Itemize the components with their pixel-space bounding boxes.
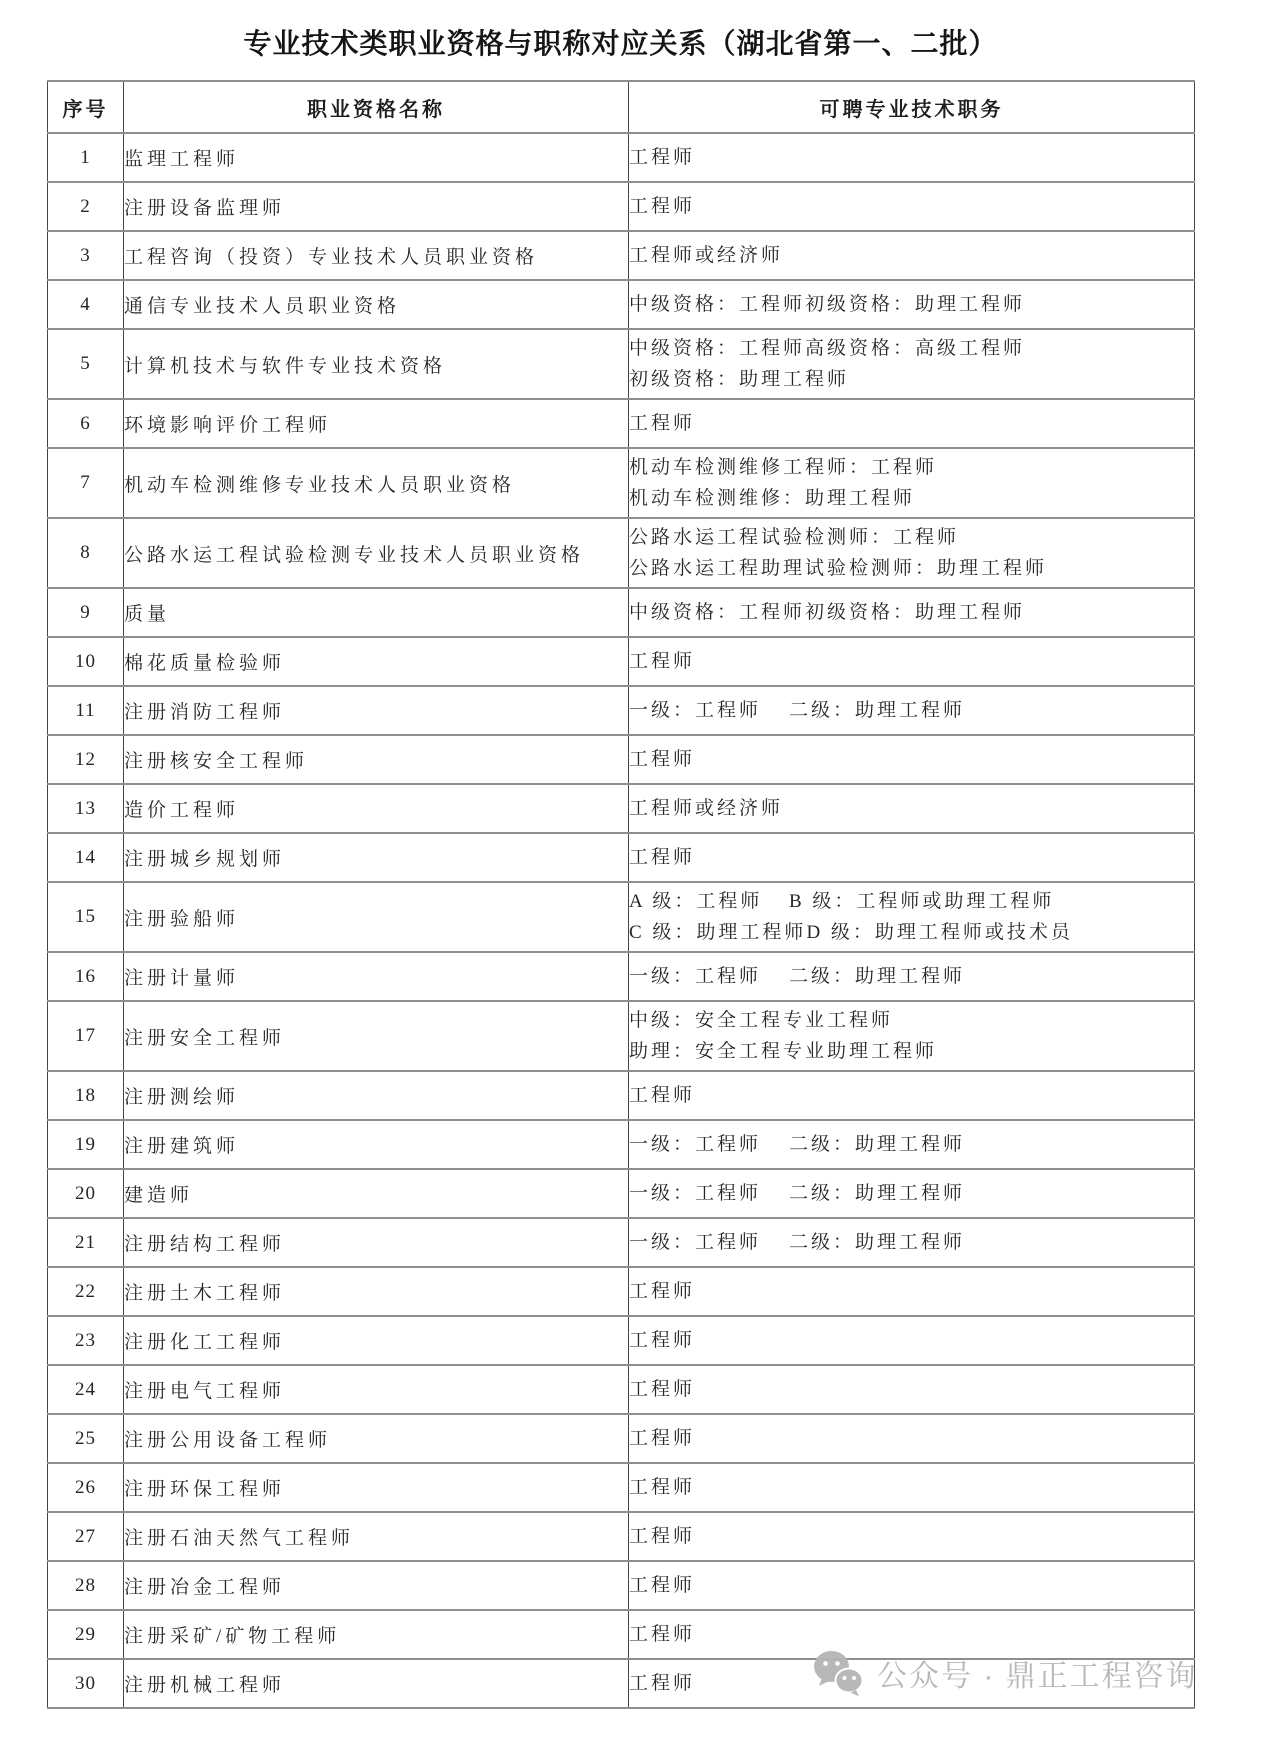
row-number-cell: 27 [48,1512,124,1561]
position-text: 二级：助理工程师 [789,1232,966,1253]
qualification-name-cell: 造价工程师 [124,784,629,833]
position-text: 二级：助理工程师 [789,700,966,721]
position-cell [629,182,1195,231]
row-number-cell: 23 [48,1316,124,1365]
position-line [629,1325,1194,1356]
position-cell [629,1218,1195,1267]
qualification-name-cell: 环境影响评价工程师 [124,399,629,448]
position-text: 工程师 [629,413,696,434]
row-number-cell: 11 [48,686,124,735]
watermark-text: 公众号 · 鼎正工程咨询 [877,1660,1198,1693]
position-line [629,793,1194,824]
position-line [629,597,1194,628]
qualification-name-cell: 计算机技术与软件专业技术资格 [124,329,629,399]
qualification-name-cell: 注册环保工程师 [124,1463,629,1512]
table-row [48,1001,1195,1071]
qualification-name-cell: 注册公用设备工程师 [124,1414,629,1463]
position-text: 初级资格：助理工程师 [805,602,1026,623]
table-row [48,1267,1195,1316]
position-text: 工程师 [629,196,696,217]
position-line [629,1005,1194,1036]
qualification-name-cell: 注册冶金工程师 [124,1561,629,1610]
qualification-name-cell: 注册测绘师 [124,1071,629,1120]
position-line [629,1521,1194,1552]
position-text: 助理：安全工程专业助理工程师 [629,1041,938,1062]
position-line [629,553,1194,584]
position-line [629,1129,1194,1160]
position-text: D 级：助理工程师或技术员 [806,922,1073,943]
row-number-cell: 24 [48,1365,124,1414]
position-cell [629,329,1195,399]
qualification-name-cell: 注册消防工程师 [124,686,629,735]
position-cell [629,686,1195,735]
position-line [629,1080,1194,1111]
position-cell [629,882,1195,952]
row-number-cell: 19 [48,1120,124,1169]
qualification-name-cell: 棉花质量检验师 [124,637,629,686]
position-text: 工程师 [629,1526,696,1547]
qualification-name-cell: 注册建筑师 [124,1120,629,1169]
table-row [48,588,1195,637]
position-text: 一级：工程师 [629,1134,762,1155]
position-text: 初级资格：助理工程师 [629,369,850,390]
row-number-cell: 1 [48,133,124,182]
position-text: 工程师 [629,1085,696,1106]
position-cell [629,784,1195,833]
position-cell [629,833,1195,882]
table-row [48,637,1195,686]
position-line [629,744,1194,775]
table-header [48,81,1195,133]
position-line [629,240,1194,271]
row-number-cell: 15 [48,882,124,952]
position-line [629,1276,1194,1307]
table-row [48,735,1195,784]
row-number-cell: 21 [48,1218,124,1267]
row-number-cell: 17 [48,1001,124,1071]
position-text: 工程师 [629,147,696,168]
header-qualification-name: 职业资格名称 [124,81,629,133]
position-cell [629,1001,1195,1071]
position-cell [629,1365,1195,1414]
position-cell [629,1169,1195,1218]
position-text: 工程师 [629,1477,696,1498]
header-row-number: 序号 [48,81,124,133]
row-number-cell: 22 [48,1267,124,1316]
position-text: 一级：工程师 [629,700,762,721]
table-row [48,399,1195,448]
qualification-name-cell: 注册安全工程师 [124,1001,629,1071]
row-number-cell: 6 [48,399,124,448]
position-text: A 级：工程师 [629,891,763,912]
position-line [629,364,1194,395]
row-number-cell: 20 [48,1169,124,1218]
position-cell [629,231,1195,280]
row-number-cell: 14 [48,833,124,882]
position-text: 公路水运工程试验检测师：工程师 [629,527,960,548]
row-number-cell: 16 [48,952,124,1001]
position-text: 中级资格：工程师 [629,338,806,359]
table-row [48,1071,1195,1120]
qualification-name-cell: 监理工程师 [124,133,629,182]
position-text: 二级：助理工程师 [789,1134,966,1155]
row-number-cell: 28 [48,1561,124,1610]
position-line [629,1036,1194,1067]
table-row [48,882,1195,952]
position-line [629,695,1194,726]
table-row [48,1561,1195,1610]
position-cell [629,133,1195,182]
position-line [629,842,1194,873]
position-line [629,917,1194,948]
position-line [629,961,1194,992]
position-cell [629,518,1195,588]
table-row [48,280,1195,329]
table-row [48,833,1195,882]
position-cell [629,735,1195,784]
position-cell [629,1120,1195,1169]
position-text: 工程师 [629,1575,696,1596]
position-line [629,1423,1194,1454]
table-row [48,1316,1195,1365]
header-position: 可聘专业技术职务 [629,81,1195,133]
table-row [48,1414,1195,1463]
position-line [629,886,1194,917]
table-row [48,1120,1195,1169]
position-text: 机动车检测维修：助理工程师 [629,488,916,509]
qualification-name-cell: 机动车检测维修专业技术人员职业资格 [124,448,629,518]
table-row [48,1512,1195,1561]
position-cell [629,1414,1195,1463]
qualification-name-cell: 注册采矿/矿物工程师 [124,1610,629,1659]
position-text: 一级：工程师 [629,1183,762,1204]
position-text: C 级：助理工程师 [629,922,807,943]
position-text: 二级：助理工程师 [789,1183,966,1204]
position-line [629,452,1194,483]
qualification-name-cell: 注册石油天然气工程师 [124,1512,629,1561]
qualification-name-cell: 建造师 [124,1169,629,1218]
table-row [48,1463,1195,1512]
table-row [48,133,1195,182]
position-line [629,191,1194,222]
position-text: 工程师或经济师 [629,798,784,819]
row-number-cell: 4 [48,280,124,329]
row-number-cell: 13 [48,784,124,833]
position-cell [629,448,1195,518]
position-line [629,1374,1194,1405]
qualification-name-cell: 注册城乡规划师 [124,833,629,882]
position-text: 工程师 [629,1330,696,1351]
position-cell [629,588,1195,637]
watermark [812,1646,1198,1700]
position-text: 二级：助理工程师 [789,966,966,987]
table-row [48,182,1195,231]
row-number-cell: 2 [48,182,124,231]
qualification-name-cell: 注册结构工程师 [124,1218,629,1267]
position-line [629,142,1194,173]
position-text: 工程师 [629,847,696,868]
row-number-cell: 26 [48,1463,124,1512]
position-text: 工程师 [629,1281,696,1302]
position-text: 工程师 [629,1379,696,1400]
position-line [629,1227,1194,1258]
qualification-table [47,80,1195,1709]
position-text: 工程师 [629,1428,696,1449]
table-row [48,686,1195,735]
position-text: 机动车检测维修工程师：工程师 [629,457,938,478]
table-row [48,329,1195,399]
position-line [629,289,1194,320]
qualification-name-cell: 注册计量师 [124,952,629,1001]
position-text: B 级：工程师或助理工程师 [789,891,1055,912]
table-row [48,784,1195,833]
table-row [48,1365,1195,1414]
row-number-cell: 30 [48,1659,124,1708]
table-row [48,231,1195,280]
position-text: 公路水运工程助理试验检测师：助理工程师 [629,558,1048,579]
qualification-name-cell: 质量 [124,588,629,637]
position-cell [629,1463,1195,1512]
row-number-cell: 29 [48,1610,124,1659]
position-text: 工程师或经济师 [629,245,784,266]
page-title: 专业技术类职业资格与职称对应关系（湖北省第一、二批） [243,29,998,60]
position-cell [629,1316,1195,1365]
table-body [48,133,1195,1708]
row-number-cell: 5 [48,329,124,399]
position-line [629,333,1194,364]
position-line [629,1472,1194,1503]
row-number-cell: 12 [48,735,124,784]
position-cell [629,280,1195,329]
position-line [629,483,1194,514]
table-row [48,952,1195,1001]
position-text: 高级资格：高级工程师 [805,338,1026,359]
qualification-name-cell: 注册验船师 [124,882,629,952]
table-row [48,448,1195,518]
wechat-icon [812,1650,864,1697]
row-number-cell: 3 [48,231,124,280]
position-cell [629,952,1195,1001]
qualification-name-cell: 公路水运工程试验检测专业技术人员职业资格 [124,518,629,588]
position-text: 工程师 [629,749,696,770]
position-line [629,408,1194,439]
row-number-cell: 7 [48,448,124,518]
qualification-name-cell: 注册设备监理师 [124,182,629,231]
position-line [629,1178,1194,1209]
row-number-cell: 9 [48,588,124,637]
position-text: 中级资格：工程师 [629,602,806,623]
qualification-name-cell: 通信专业技术人员职业资格 [124,280,629,329]
position-text: 工程师 [629,1624,696,1645]
position-text: 中级：安全工程专业工程师 [629,1010,894,1031]
position-cell [629,399,1195,448]
position-text: 初级资格：助理工程师 [805,294,1026,315]
row-number-cell: 25 [48,1414,124,1463]
position-line [629,1570,1194,1601]
table-row [48,1169,1195,1218]
table-row [48,1218,1195,1267]
row-number-cell: 8 [48,518,124,588]
position-text: 工程师 [629,651,696,672]
position-text: 一级：工程师 [629,1232,762,1253]
position-cell [629,1512,1195,1561]
position-cell [629,1561,1195,1610]
qualification-name-cell: 注册核安全工程师 [124,735,629,784]
qualification-name-cell: 工程咨询（投资）专业技术人员职业资格 [124,231,629,280]
row-number-cell: 10 [48,637,124,686]
position-line [629,646,1194,677]
qualification-name-cell: 注册机械工程师 [124,1659,629,1708]
position-text: 一级：工程师 [629,966,762,987]
position-cell [629,637,1195,686]
qualification-name-cell: 注册电气工程师 [124,1365,629,1414]
row-number-cell: 18 [48,1071,124,1120]
position-line [629,522,1194,553]
position-text: 工程师 [629,1673,696,1694]
qualification-name-cell: 注册化工工程师 [124,1316,629,1365]
qualification-name-cell: 注册土木工程师 [124,1267,629,1316]
position-cell [629,1071,1195,1120]
position-text: 中级资格：工程师 [629,294,806,315]
position-cell [629,1267,1195,1316]
table-row [48,518,1195,588]
